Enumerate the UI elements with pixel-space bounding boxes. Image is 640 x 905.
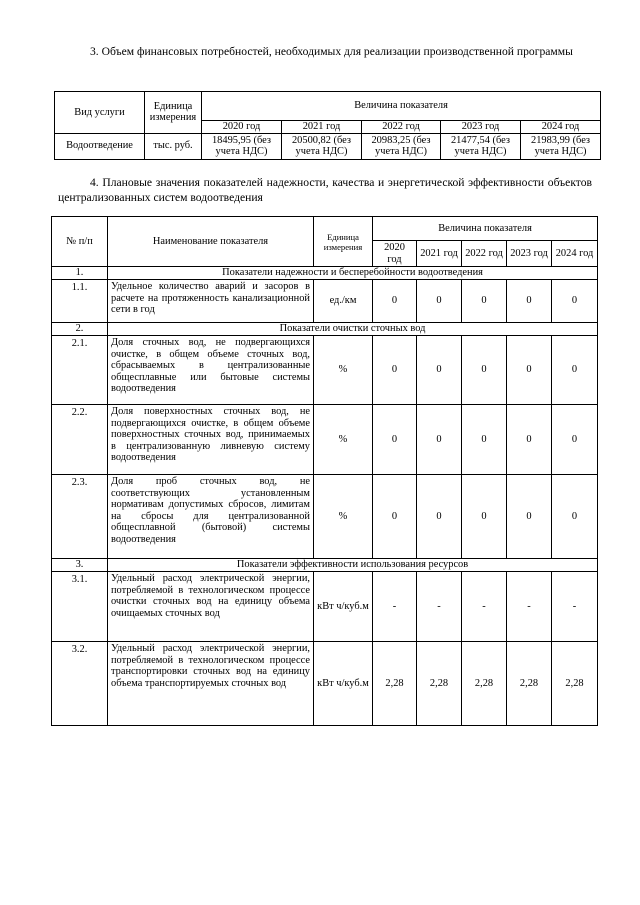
table-row: [52, 280, 598, 323]
year-header: 2023 год: [441, 121, 521, 134]
col-num-header: № п/п: [52, 217, 108, 267]
value-cell: 0: [507, 280, 552, 323]
year-header: 2024 год: [521, 121, 601, 134]
col-name-header: Наименование показателя: [108, 217, 314, 267]
row-num-cell: 3.1.: [52, 572, 108, 642]
value-cell: 2,28: [552, 642, 598, 726]
year-header: 2020 год: [202, 121, 282, 134]
table-row: [52, 642, 598, 726]
row-num-cell: 2.2.: [52, 405, 108, 475]
indicator-name-cell: Доля проб сточных вод, не соответствующих установленным нормативам допустимых сбросов, лимитам на сбросы для централизованной общесплавной (бытовой) системы водоотведения: [108, 475, 314, 559]
indicator-name-cell: Удельное количество аварий и засоров в расчете на протяженность канализационной сети в год: [108, 280, 314, 323]
indicator-name-cell: Удельный расход электрической энергии, потребляемой в технологическом процессе очистки сточных вод на единицу объема очищаемых сточных вод: [108, 572, 314, 642]
value-cell: 0: [552, 475, 598, 559]
unit-cell: ед./км: [314, 280, 373, 323]
table-row: [52, 336, 598, 405]
value-cell: 0: [462, 336, 507, 405]
year-header: 2021 год: [282, 121, 362, 134]
group-title-cell: Показатели очистки сточных вод: [108, 323, 598, 336]
unit-cell: тыс. руб.: [145, 133, 202, 159]
year-header: 2020 год: [373, 241, 417, 267]
value-cell: 0: [552, 336, 598, 405]
service-cell: Водоотведение: [55, 133, 145, 159]
value-cell: 0: [417, 280, 462, 323]
value-cell: 0: [417, 405, 462, 475]
value-cell: 18495,95 (без учета НДС): [202, 133, 282, 159]
value-cell: -: [462, 572, 507, 642]
financial-needs-table: [54, 91, 601, 160]
unit-cell: %: [314, 475, 373, 559]
group-row: [52, 323, 598, 336]
group-num-cell: 2.: [52, 323, 108, 336]
value-cell: 2,28: [507, 642, 552, 726]
value-cell: 0: [373, 280, 417, 323]
value-cell: 2,28: [462, 642, 507, 726]
value-cell: 0: [462, 405, 507, 475]
value-cell: 2,28: [417, 642, 462, 726]
indicator-name-cell: Доля сточных вод, не подвергающихся очистке, в общем объеме сточных вод, сбрасываемых в централизованные общесплавные или бытовые системы водоотведения: [108, 336, 314, 405]
value-cell: 20983,25 (без учета НДС): [362, 133, 441, 159]
value-cell: -: [373, 572, 417, 642]
year-header: 2024 год: [552, 241, 598, 267]
table-row: [55, 133, 601, 159]
value-cell: 0: [462, 280, 507, 323]
value-cell: 0: [462, 475, 507, 559]
group-num-cell: 3.: [52, 559, 108, 572]
table-row: [52, 572, 598, 642]
unit-cell: %: [314, 405, 373, 475]
value-cell: -: [552, 572, 598, 642]
col-service-header: Вид услуги: [55, 92, 145, 134]
value-cell: 20500,82 (без учета НДС): [282, 133, 362, 159]
indicator-name-cell: Доля поверхностных сточных вод, не подвергающихся очистке, в общем объеме поверхностных сточных вод, принимаемых в централизованную ливневую систему водоотведения: [108, 405, 314, 475]
year-header: 2023 год: [507, 241, 552, 267]
col-value-header: Величина показателя: [202, 92, 601, 121]
value-cell: 0: [507, 405, 552, 475]
unit-cell: %: [314, 336, 373, 405]
section-4-heading: [58, 175, 592, 205]
unit-cell: кВт ч/куб.м: [314, 642, 373, 726]
year-header: 2022 год: [362, 121, 441, 134]
group-title-cell: Показатели эффективности использования ресурсов: [108, 559, 598, 572]
value-cell: 0: [373, 405, 417, 475]
group-num-cell: 1.: [52, 267, 108, 280]
table-row: [52, 405, 598, 475]
row-num-cell: 2.1.: [52, 336, 108, 405]
group-row: [52, 559, 598, 572]
value-cell: 21477,54 (без учета НДС): [441, 133, 521, 159]
unit-cell: кВт ч/куб.м: [314, 572, 373, 642]
value-cell: 0: [552, 405, 598, 475]
indicators-table: [51, 216, 598, 726]
section-4-heading-text: 4. Плановые значения показателей надежности, качества и энергетической эффективности объектов централизованных систем водоотведения: [58, 176, 592, 204]
value-cell: 2,28: [373, 642, 417, 726]
value-cell: -: [507, 572, 552, 642]
value-cell: 0: [373, 475, 417, 559]
value-cell: 0: [552, 280, 598, 323]
year-header: 2021 год: [417, 241, 462, 267]
value-cell: 0: [507, 475, 552, 559]
row-num-cell: 1.1.: [52, 280, 108, 323]
row-num-cell: 2.3.: [52, 475, 108, 559]
col-unit-header: Единица измерения: [145, 92, 202, 134]
row-num-cell: 3.2.: [52, 642, 108, 726]
group-row: [52, 267, 598, 280]
group-title-cell: Показатели надежности и бесперебойности водоотведения: [108, 267, 598, 280]
value-cell: 0: [417, 336, 462, 405]
value-cell: 0: [417, 475, 462, 559]
table-row: [52, 475, 598, 559]
value-cell: 0: [373, 336, 417, 405]
value-cell: -: [417, 572, 462, 642]
value-cell: 0: [507, 336, 552, 405]
year-header: 2022 год: [462, 241, 507, 267]
indicator-name-cell: Удельный расход электрической энергии, потребляемой в технологическом процессе транспортировки сточных вод на единицу объема транспортируемых сточных вод: [108, 642, 314, 726]
value-cell: 21983,99 (без учета НДС): [521, 133, 601, 159]
section-3-heading: [58, 44, 592, 59]
section-3-heading-text: 3. Объем финансовых потребностей, необходимых для реализации производственной программы: [90, 45, 573, 58]
col-value-header: Величина показателя: [373, 217, 598, 241]
col-unit-header: Единица измерения: [314, 217, 373, 267]
